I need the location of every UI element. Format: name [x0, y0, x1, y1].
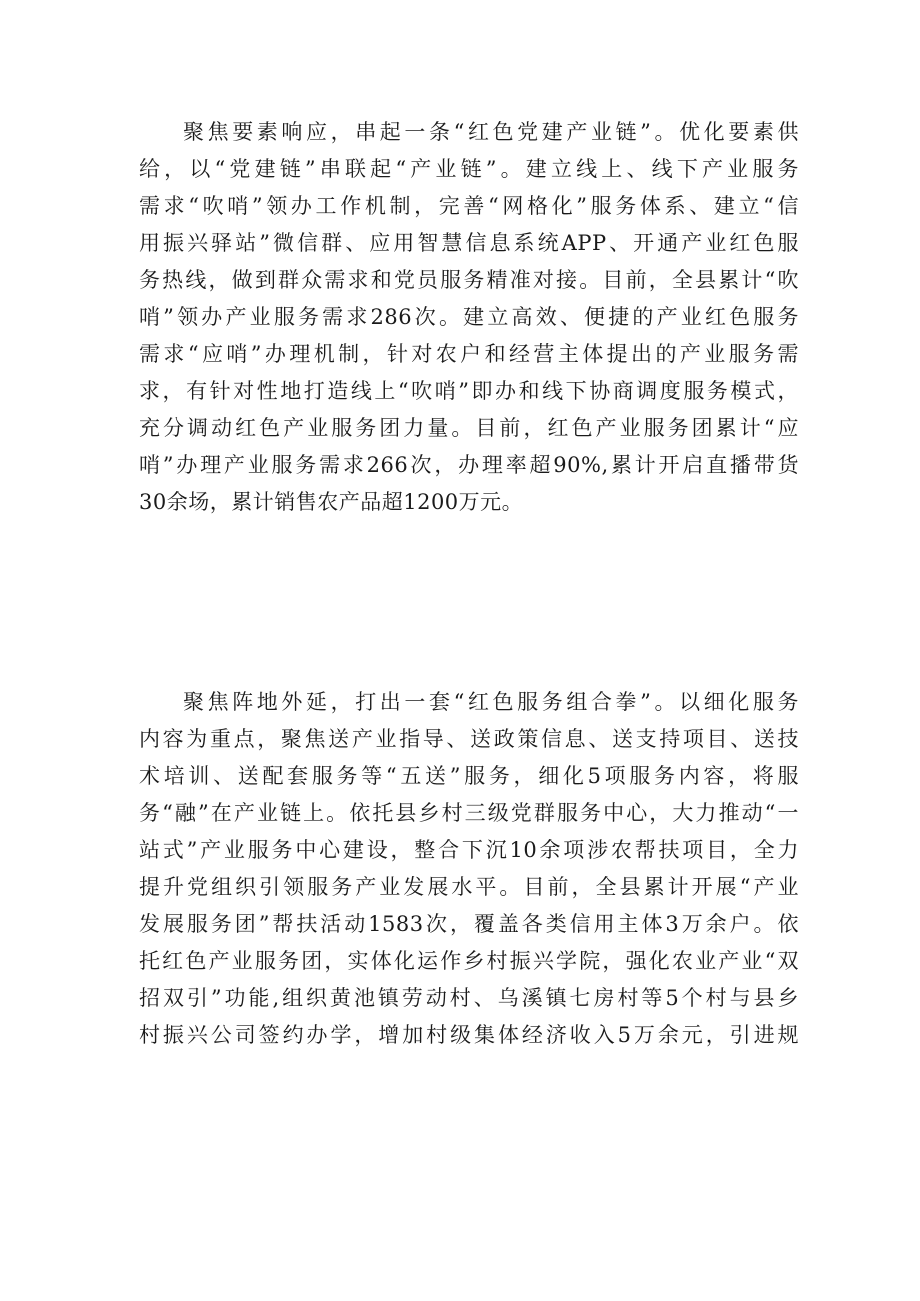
text-line: 用振兴驿站”微信群、应用智慧信息系统APP、开通产业红色服: [139, 231, 799, 255]
text-line: 聚焦阵地外延，打出一套“红色服务组合拳”。以细化服务: [183, 690, 799, 714]
text-line: 聚焦要素响应，串起一条“红色党建产业链”。优化要素供: [183, 120, 799, 144]
text-line: 30余场，累计销售农产品超1200万元。: [139, 490, 524, 514]
text-line: 充分调动红色产业服务团力量。目前，红色产业服务团累计“应: [139, 416, 799, 440]
text-line: 哨”办理产业服务需求266次，办理率超90%,累计开启直播带货: [139, 453, 799, 477]
text-line: 给，以“党建链”串联起“产业链”。建立线上、线下产业服务: [139, 157, 799, 181]
paragraph-red-service-combo: [139, 684, 799, 1054]
text-line: 需求“吹哨”领办工作机制，完善“网格化”服务体系、建立“信: [139, 194, 799, 218]
text-line: 需求“应哨”办理机制，针对农户和经营主体提出的产业服务需: [139, 342, 799, 366]
text-line: 务“融”在产业链上。依托县乡村三级党群服务中心，大力推动“一: [139, 801, 799, 825]
text-line: 站式”产业服务中心建设，整合下沉10余项涉农帮扶项目，全力: [139, 838, 799, 862]
text-line: 术培训、送配套服务等“五送”服务，细化5项服务内容，将服: [139, 764, 799, 788]
text-line: 务热线，做到群众需求和党员服务精准对接。目前，全县累计“吹: [139, 268, 799, 292]
text-line: 求，有针对性地打造线上“吹哨”即办和线下协商调度服务模式，: [139, 379, 799, 403]
text-line: 托红色产业服务团，实体化运作乡村振兴学院，强化农业产业“双: [139, 949, 799, 973]
text-line: 村振兴公司签约办学，增加村级集体经济收入5万余元，引进规: [139, 1023, 799, 1047]
text-line: 哨”领办产业服务需求286次。建立高效、便捷的产业红色服务: [139, 305, 799, 329]
paragraph-red-industry-chain: [139, 114, 799, 521]
text-line: 提升党组织引领服务产业发展水平。目前，全县累计开展“产业: [139, 875, 799, 899]
text-line: 内容为重点，聚焦送产业指导、送政策信息、送支持项目、送技: [139, 727, 799, 751]
text-line: 招双引”功能,组织黄池镇劳动村、乌溪镇七房村等5个村与县乡: [139, 986, 799, 1010]
text-line: 发展服务团”帮扶活动1583次，覆盖各类信用主体3万余户。依: [139, 912, 799, 936]
